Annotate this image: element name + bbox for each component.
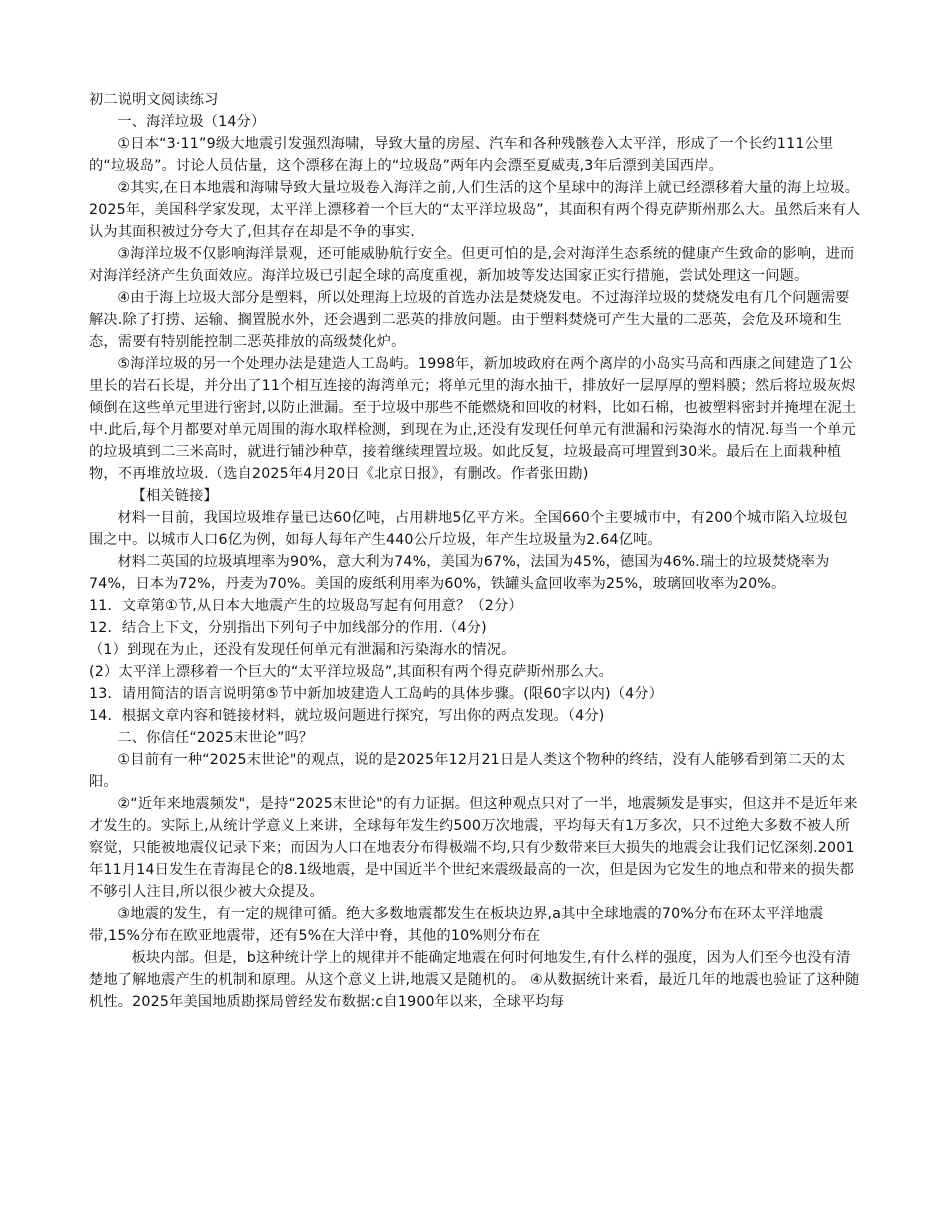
material-1: 材料一目前，我国垃圾堆存量已达60亿吨，占用耕地5亿平方米。全国660个主要城市中，有200个城市陷入垃圾包围之中。以城市人口6亿为例，如每人每年产生440公斤垃圾，年产生垃圾量为2.64亿吨。: [89, 510, 848, 548]
document-body: [89, 89, 861, 1013]
section-2-heading: 二、你信任“2025末世论”吗？: [117, 730, 314, 746]
s2-paragraph-1: ①目前有一种“2025末世论"的观点，说的是2025年12月21日是人类这个物种的终结，没有人能够看到第二天的太阳。: [89, 752, 846, 790]
s1-paragraph-2: ②其实,在日本地震和海啸导致大量垃圾卷入海洋之前,人们生活的这个星球中的海洋上就已经漂移着大量的海上垃圾。2025年，美国科学家发现，太平洋上漂移着一个巨大的“太平洋垃圾岛”，其面积有两个得克萨斯州那么大。虽然后来有人认为其面积被过分夸大了,但其存在却是不争的事实.: [89, 180, 861, 240]
s1-paragraph-5: ⑤海洋垃圾的另一个处理办法是建造人工岛屿。1998年，新加坡政府在两个离岸的小岛实马高和西康之间建造了1公里长的岩石长堤，并分出了11个相互连接的海湾单元；将单元里的海水抽干，排放好一层厚厚的塑料膜；然后将垃圾灰烬倾倒在这些单元里进行密封,以防止泄漏。至于垃圾中那些不能燃烧和回收的材料，比如石棉，也被塑料密封并掩埋在泥土中.此后,每个月都要对单元周围的海水取样检测，到现在为止,还没有发现任何单元有泄漏和污染海水的情况.每当一个单元的垃圾填到二三米高时，就进行铺沙种草，接着继续理置垃圾。如此反复，垃圾最高可埋置到30米。最后在上面栽种植物，不再堆放垃圾.（选自2025年4月20日《北京日报》，有删改。作者张田勘): [89, 356, 857, 482]
question-13: 13．请用简洁的语言说明第⑤节中新加坡建造人工岛屿的具体步骤。(限60字以内)（4分）: [89, 686, 664, 702]
question-12-part-1: （1）到现在为止，还没有发现任何单元有泄漏和污染海水的情况。: [89, 642, 516, 658]
document-title: 初二说明文阅读练习: [89, 92, 219, 108]
question-12: 12．结合上下文，分别指出下列句子中加线部分的作用.（4分): [89, 620, 487, 636]
s1-paragraph-1: ①日本“3·11”9级大地震引发强烈海啸，导致大量的房屋、汽车和各种残骸卷入太平洋，形成了一个长约111公里的“垃圾岛”。讨论人员估量，这个漂移在海上的“垃圾岛”两年内会漂至夏威夷,3年后漂到美国西岸。: [89, 136, 834, 174]
s2-paragraph-3: ③地震的发生，有一定的规律可循。绝大多数地震都发生在板块边界,a其中全球地震的70%分布在环太平洋地震带,15%分布在欧亚地震带，还有5%在大洋中脊，其他的10%则分布在: [89, 906, 824, 944]
s2-paragraph-4: 板块内部。但是，b这种统计学上的规律并不能确定地震在何时何地发生,有什么样的强度，因为人们至今也没有清楚地了解地震产生的机制和原理。从这个意义上讲,地震又是随机的。 ④从数据统计来看，最近几年的地震也验证了这种随机性。2025年美国地质勘探局曾经发布数据:c自1900年以来，全球平均每: [89, 950, 860, 1010]
section-1-heading: 一、海洋垃圾（14分）: [117, 114, 266, 130]
question-11: 11．文章第①节,从日本大地震产生的垃圾岛写起有何用意？（2分）: [89, 598, 523, 614]
question-12-part-2: (2）太平洋上漂移着一个巨大的“太平洋垃圾岛”,其面积有两个得克萨斯州那么大。: [89, 664, 613, 680]
s1-paragraph-4: ④由于海上垃圾大部分是塑料，所以处理海上垃圾的首选办法是焚烧发电。不过海洋垃圾的焚烧发电有几个问题需要解决.除了打捞、运输、搁置脱水外，还会遇到二恶英的排放问题。由于塑料焚烧可产生大量的二恶英，会危及环境和生态，需要有特别能控制二恶英排放的高级焚化炉。: [89, 290, 850, 350]
s1-paragraph-3: ③海洋垃圾不仅影响海洋景观，还可能威胁航行安全。但更可怕的是,会对海洋生态系统的健康产生致命的影响，进而对海洋经济产生负面效应。海洋垃圾已引起全球的高度重视，新加坡等发达国家正实行措施，尝试处理这一问题。: [89, 246, 855, 284]
question-14: 14．根据文章内容和链接材料，就垃圾问题进行探究，写出你的两点发现。（4分): [89, 708, 605, 724]
s2-paragraph-2: ②“近年来地震频发"，是持“2025末世论"的有力证据。但这种观点只对了一半，地震频发是事实，但这并不是近年来才发生的。实际上,从统计学意义上来讲，全球每年发生约500万次地震，平均每天有1万多次，只不过绝大多数不被人所察觉，只能被地震仪记录下来；而因为人口在地表分布得极端不均,只有少数带来巨大损失的地震会让我们记忆深刻.2001年11月14日发生在青海昆仑的8.1级地震，是中国近半个世纪来震级最高的一次，但是因为它发生的地点和带来的损失都不够引人注目,所以很少被大众提及。: [89, 796, 858, 900]
material-2: 材料二英国的垃圾填埋率为90%，意大利为74%，美国为67%，法国为45%，德国为46%.瑞士的垃圾焚烧率为74%，日本为72%，丹麦为70%。美国的废纸利用率为60%，铁罐头盒回收率为25%，玻璃回收率为20%。: [89, 554, 830, 592]
related-links-title: 【相关链接】: [131, 488, 218, 504]
